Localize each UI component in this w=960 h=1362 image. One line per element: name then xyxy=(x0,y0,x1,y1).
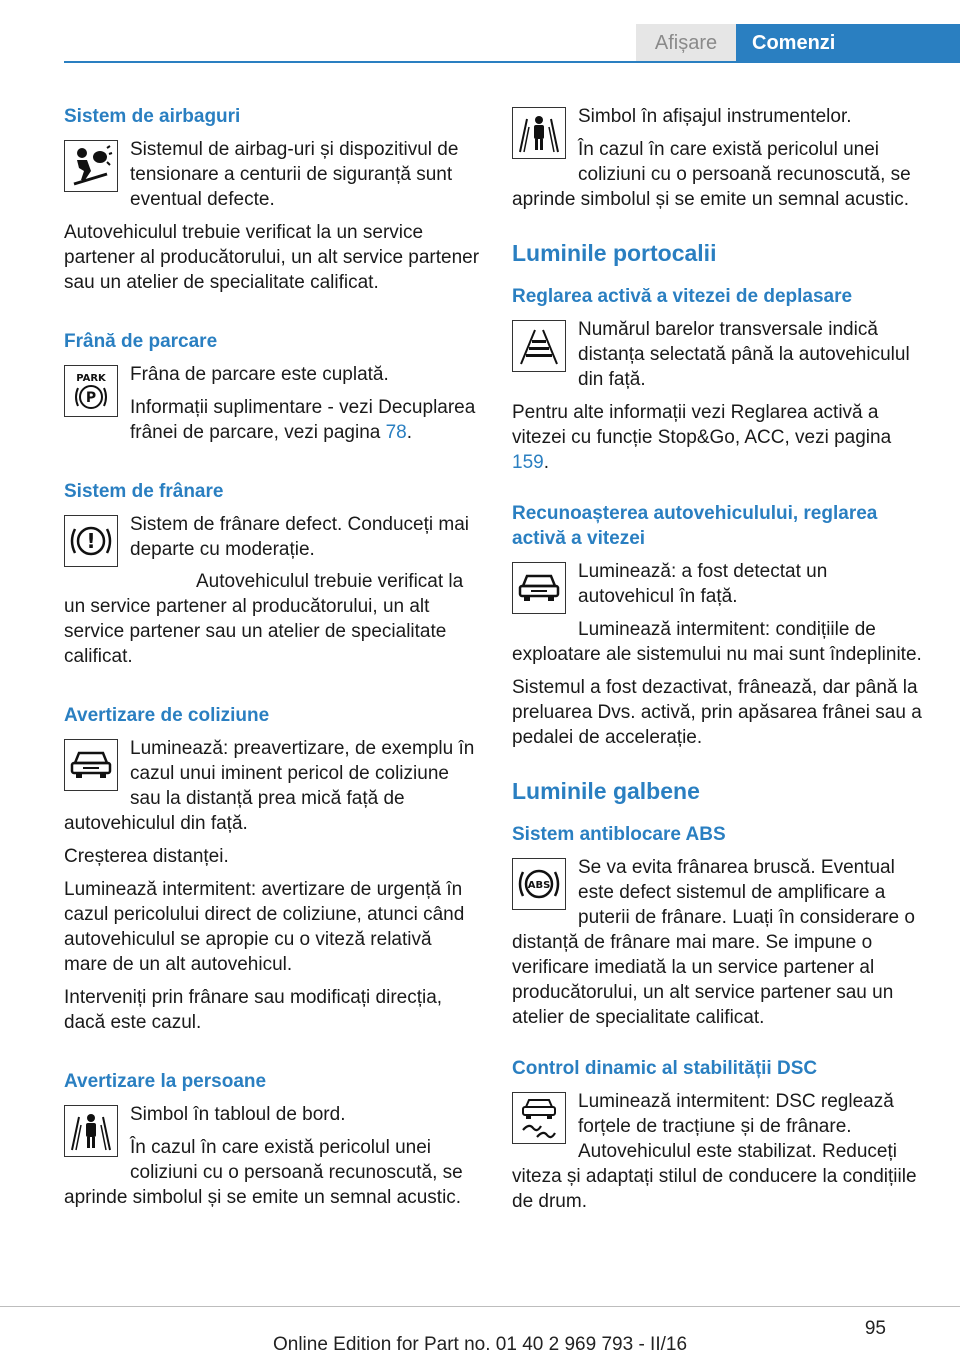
distance-bars-icon xyxy=(512,320,566,372)
left-column xyxy=(64,104,480,1218)
page-link-78[interactable]: 78 xyxy=(385,422,407,443)
display-symbol-block xyxy=(512,104,928,220)
tab-afisare[interactable]: Afișare xyxy=(636,24,736,62)
dsc-skid-icon xyxy=(512,1092,566,1144)
section-tabs xyxy=(636,24,960,62)
heading-parking-brake: Frână de parcare xyxy=(64,331,218,352)
acc-text-2: Pentru alte informații vezi Reglarea activă a vitezei cu funcție Stop&Go, ACC, vezi pagina 159. xyxy=(512,402,892,473)
heading-airbag: Sistem de airbaguri xyxy=(64,106,241,127)
dsc-block xyxy=(512,1089,928,1222)
parking-text-2: Informații suplimentare - vezi Decuplarea frânei de parcare, vezi pagina 78. xyxy=(130,397,476,443)
collision-text-2: Creșterea distanței. xyxy=(64,846,229,867)
collision-text-4: Interveniți prin frânare sau modificați direcția, dacă este cazul. xyxy=(64,987,443,1033)
recognition-text-1: Luminează: a fost detectat un autovehicul în față. xyxy=(578,561,828,607)
brake-exclamation: ! xyxy=(86,529,96,553)
abs-text-1: Se va evita frânarea bruscă. Eventual este defect sistemul de amplificare a puterii de frânare. Luați în considerare o distanță de frânare mai mare. Se impune o verificare imediată la un service partener al producătorului, un alt service partener sau un atelier de specialitate calificat. xyxy=(512,857,915,1028)
car-warning-icon xyxy=(64,739,118,791)
heading-abs: Sistem antiblocare ABS xyxy=(512,824,726,845)
acc-block xyxy=(512,317,928,400)
heading-vehicle-recognition: Recunoașterea autovehiculului, reglarea activă a vitezei xyxy=(512,503,878,549)
parking-block xyxy=(64,362,480,453)
abs-label: ABS xyxy=(527,880,551,891)
recognition-text-3: Sistemul a fost dezactivat, frânează, dar până la preluarea Dvs. activă, prin apăsarea frânei sau a pedalei de accelerație. xyxy=(512,677,922,748)
brake-warning-icon xyxy=(64,515,118,567)
heading-yellow-lights: Luminile galbene xyxy=(512,778,700,804)
persons-block xyxy=(64,1102,480,1218)
brake-block xyxy=(64,512,480,571)
car-detected-icon xyxy=(512,562,566,614)
airbag-block xyxy=(64,137,480,220)
pedestrian-icon xyxy=(64,1105,118,1157)
heading-person-warning: Avertizare la persoane xyxy=(64,1071,267,1092)
heading-active-cruise: Reglarea activă a vitezei de deplasare xyxy=(512,286,853,307)
park-brake-icon xyxy=(64,365,118,417)
airbag-text-1: Sistemul de airbag-uri și dispozitivul de tensionare a centurii de siguranță sunt eventual defecte. xyxy=(130,139,459,210)
tab-comenzi[interactable]: Comenzi xyxy=(736,24,960,62)
heading-orange-lights: Luminile portocalii xyxy=(512,240,717,266)
recognition-block xyxy=(512,559,928,675)
persons-text-1: Simbol în tabloul de bord. xyxy=(130,1104,346,1125)
collision-text-1: Luminează: preavertizare, de exemplu în cazul unui iminent pericol de coliziune sau la distanță prea mică față de autovehiculul din față. xyxy=(64,738,475,834)
footer-rule xyxy=(0,1306,960,1307)
heading-dsc: Control dinamic al stabilității DSC xyxy=(512,1058,818,1079)
right-column xyxy=(512,104,928,1222)
heading-collision-warning: Avertizare de coliziune xyxy=(64,705,270,726)
brake-text-2: Autovehiculul trebuie verificat la un service partener al producătorului, un alt service partener sau un atelier de specialitate calificat. xyxy=(64,571,464,667)
dsc-text-1: Luminează intermitent: DSC reglează forțele de tracțiune și de frânare. Autovehiculul este stabilizat. Reduceți viteza și adaptați stilul de conducere la condițiile de drum. xyxy=(512,1091,917,1212)
brake-text-1: Sistem de frânare defect. Conduceți mai departe cu moderație. xyxy=(130,514,470,560)
header-rule xyxy=(64,61,960,63)
page-number: 95 xyxy=(864,1318,886,1339)
airbag-warning-icon xyxy=(64,140,118,192)
airbag-text-2: Autovehiculul trebuie verificat la un service partener al producătorului, un alt service partener sau un atelier de specialitate calificat. xyxy=(64,222,480,293)
abs-block xyxy=(512,855,928,1038)
recognition-text-2: Luminează intermitent: condițiile de exploatare ale sistemului nu mai sunt îndeplinite. xyxy=(512,619,922,665)
collision-text-3: Luminează intermitent: avertizare de urgență în cazul pericolului direct de coliziune, atunci când autovehiculul se apropie cu o viteză relativă mare de un alt autovehicul. xyxy=(64,879,465,975)
pedestrian-display-icon xyxy=(512,107,566,159)
parking-text-1: Frâna de parcare este cuplată. xyxy=(130,364,389,385)
acc-text-1: Numărul barelor transversale indică distanța selectată până la autovehiculul din față. xyxy=(578,319,910,390)
park-label: PARK xyxy=(76,373,106,384)
park-p-letter: P xyxy=(85,390,97,406)
abs-icon xyxy=(512,858,566,910)
display-symbol-text-2: În cazul în care există pericolul unei coliziuni cu o persoană recunoscută, se aprinde simbolul și se emite un semnal acustic. xyxy=(512,139,911,210)
footer-edition: Online Edition for Part no. 01 40 2 969 793 - II/16 xyxy=(272,1334,688,1355)
page-link-159[interactable]: 159 xyxy=(512,452,544,473)
persons-text-2: În cazul în care există pericolul unei coliziuni cu o persoană recunoscută, se aprinde simbolul și se emite un semnal acustic. xyxy=(64,1137,463,1208)
display-symbol-text-1: Simbol în afișajul instrumentelor. xyxy=(578,106,852,127)
collision-block xyxy=(64,736,480,844)
heading-brake-system: Sistem de frânare xyxy=(64,481,224,502)
